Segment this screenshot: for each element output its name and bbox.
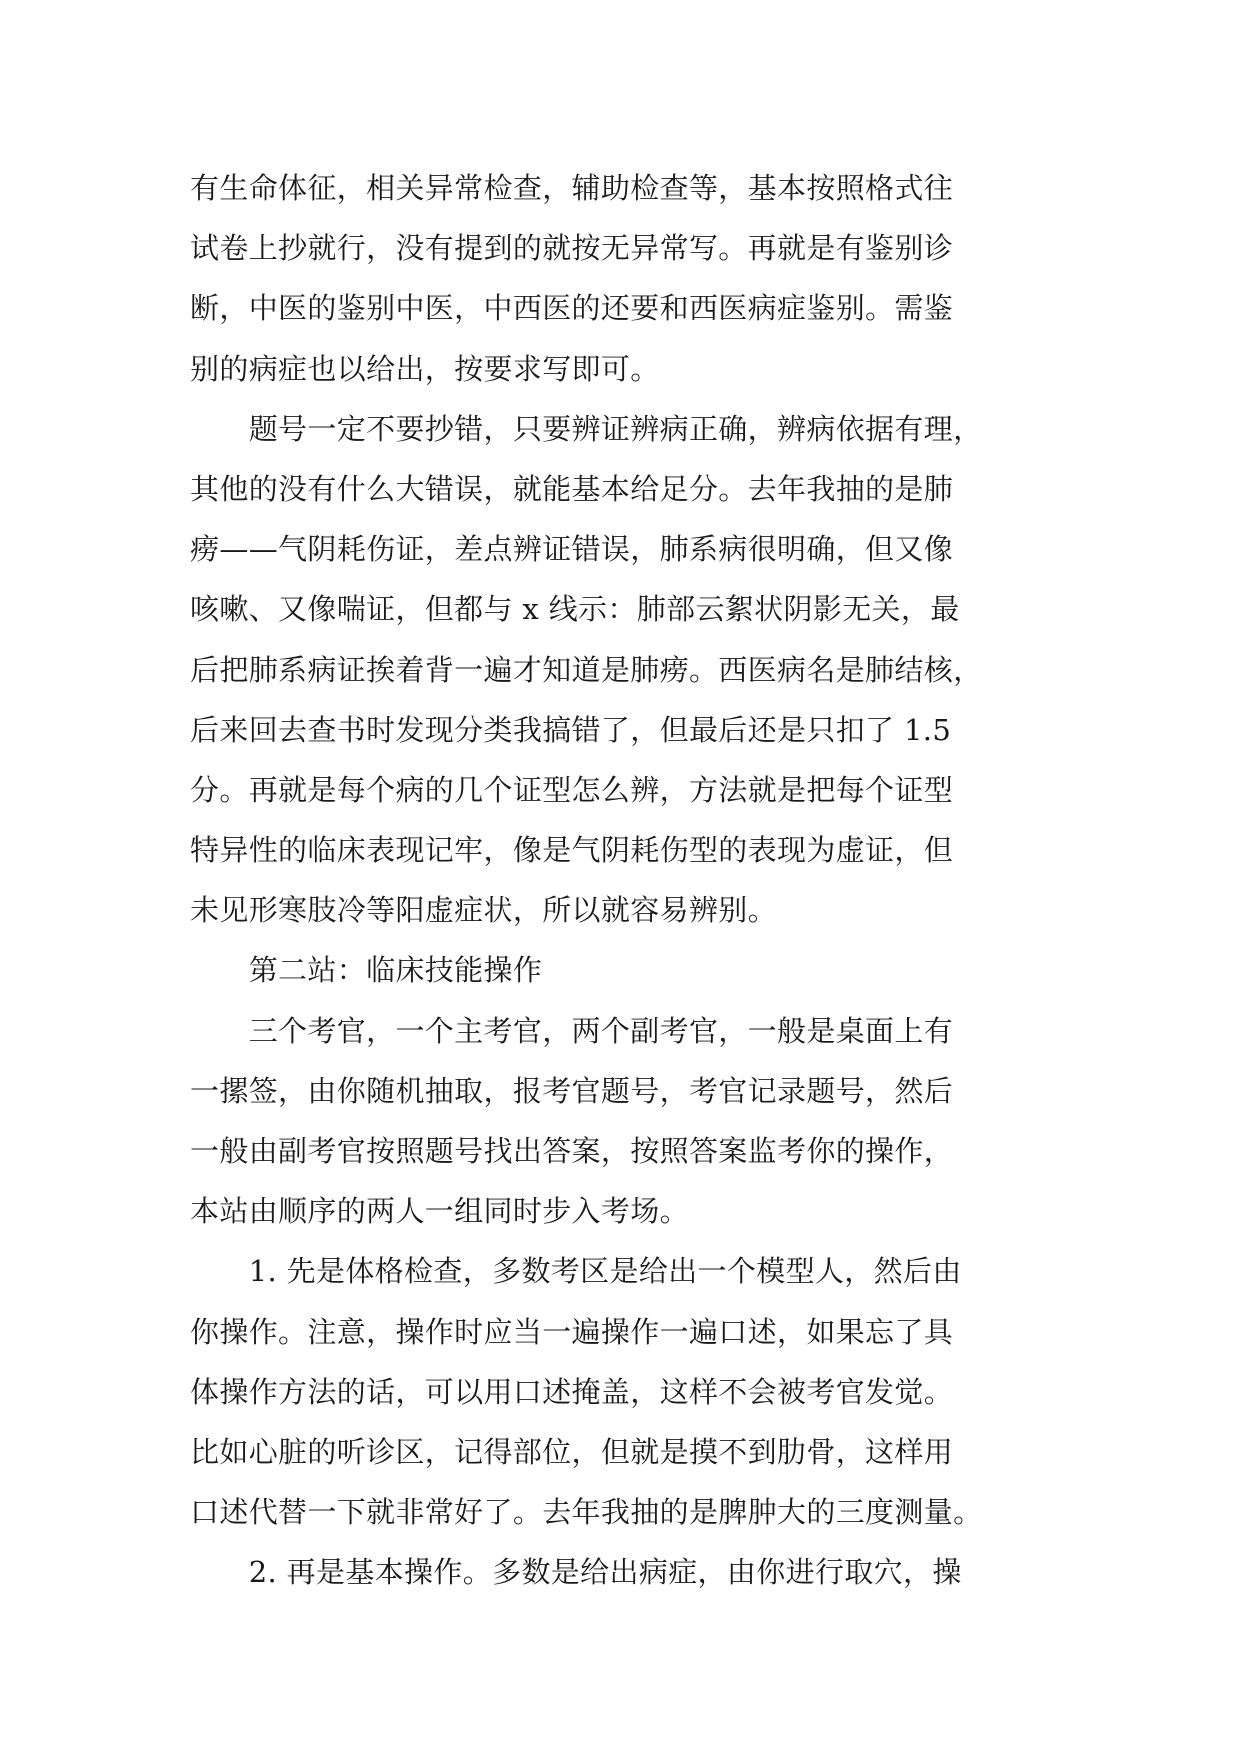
text-line xyxy=(190,1061,1052,1121)
text-line xyxy=(190,579,1052,639)
text-line xyxy=(190,1241,1052,1301)
text-line xyxy=(190,158,1052,218)
text-line xyxy=(190,1001,1052,1061)
line-text: 试卷上抄就行，没有提到的就按无异常写。再就是有鉴别诊 xyxy=(190,231,954,266)
line-text: 体操作方法的话，可以用口述掩盖，这样不会被考官发觉。 xyxy=(190,1374,954,1409)
text-line xyxy=(190,459,1052,519)
document-body xyxy=(190,158,1052,1603)
line-text: 有生命体征，相关异常检查，辅助检查等，基本按照格式往 xyxy=(190,171,954,205)
text-line xyxy=(190,339,1052,399)
line-text: 后来回去查书时发现分类我搞错了，但最后还是只扣了 1.5 xyxy=(190,712,952,747)
text-line xyxy=(190,820,1052,880)
text-line xyxy=(190,760,1052,820)
line-text: 题号一定不要抄错，只要辨证辨病正确，辨病依据有理， xyxy=(190,411,983,446)
text-line xyxy=(190,519,1052,579)
text-line xyxy=(190,880,1052,940)
line-text: 一般由副考官按照题号找出答案，按照答案监考你的操作， xyxy=(190,1134,954,1168)
line-text: 分。再就是每个病的几个证型怎么辨，方法就是把每个证型 xyxy=(190,772,954,807)
line-text: 未见形寒肢冷等阳虚症状，所以就容易辨别。 xyxy=(190,893,778,928)
section-heading xyxy=(190,940,1052,1000)
text-line xyxy=(190,700,1052,760)
line-text: 别的病症也以给出，按要求写即可。 xyxy=(190,351,660,386)
line-text: 痨——气阴耗伤证，差点辨证错误，肺系病很明确，但又像 xyxy=(190,532,954,567)
text-line xyxy=(190,1422,1052,1482)
line-text: 断，中医的鉴别中医，中西医的还要和西医病症鉴别。需鉴 xyxy=(190,291,954,326)
line-text: 2. 再是基本操作。多数是给出病症，由你进行取穴，操 xyxy=(190,1555,962,1590)
line-text: 比如心脏的听诊区，记得部位，但就是摸不到肋骨，这样用 xyxy=(190,1434,954,1469)
text-line xyxy=(190,640,1052,700)
line-text: 咳嗽、又像喘证，但都与 x 线示：肺部云絮状阴影无关，最 xyxy=(190,592,960,627)
line-text: 第二站：临床技能操作 xyxy=(190,953,543,988)
line-text: 三个考官，一个主考官，两个副考官，一般是桌面上有 xyxy=(190,1013,954,1048)
text-line xyxy=(190,218,1052,278)
line-text: 1. 先是体格检查，多数考区是给出一个模型人，然后由 xyxy=(190,1254,962,1289)
text-line xyxy=(190,399,1052,459)
text-line xyxy=(190,278,1052,338)
text-line xyxy=(190,1362,1052,1422)
text-line xyxy=(190,1482,1052,1542)
text-line xyxy=(190,1302,1052,1362)
line-text: 一摞签，由你随机抽取，报考官题号，考官记录题号，然后 xyxy=(190,1073,954,1108)
line-text: 特异性的临床表现记牢，像是气阴耗伤型的表现为虚证，但 xyxy=(190,833,954,868)
line-text: 你操作。注意，操作时应当一遍操作一遍口述，如果忘了具 xyxy=(190,1314,954,1349)
line-text: 其他的没有什么大错误，就能基本给足分。去年我抽的是肺 xyxy=(190,471,954,506)
text-line xyxy=(190,1181,1052,1241)
line-text: 口述代替一下就非常好了。去年我抽的是脾肿大的三度测量。 xyxy=(190,1495,983,1530)
text-line xyxy=(190,1121,1052,1181)
line-text: 本站由顺序的两人一组同时步入考场。 xyxy=(190,1194,689,1229)
line-text: 后把肺系病证挨着背一遍才知道是肺痨。西医病名是肺结核， xyxy=(190,652,983,687)
text-line xyxy=(190,1542,1052,1602)
